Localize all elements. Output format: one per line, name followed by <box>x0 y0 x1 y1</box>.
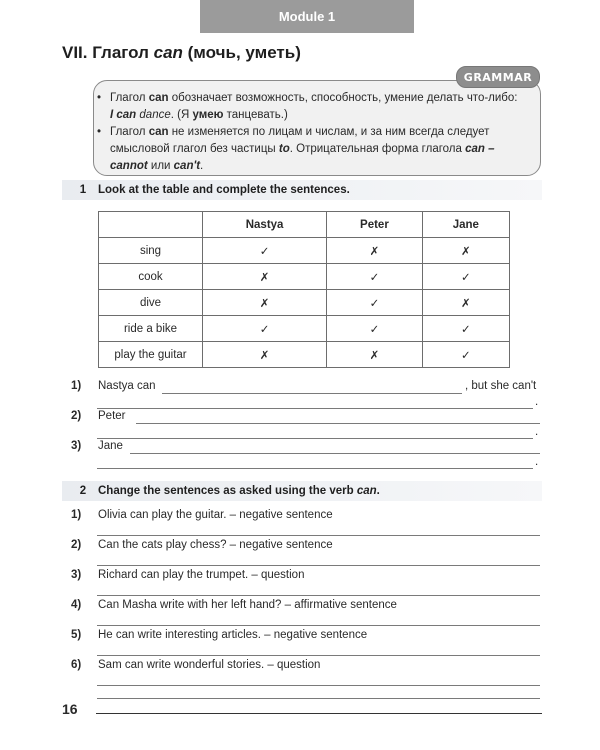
item-text: Sam can write wonderful stories. – question <box>98 659 321 671</box>
exercise-1-header <box>62 180 542 200</box>
table-row <box>99 316 510 342</box>
item-number: 5) <box>71 629 82 641</box>
table-corner-cell <box>99 212 203 238</box>
answer-line[interactable] <box>97 408 533 409</box>
column-header: Nastya <box>203 212 327 238</box>
text: Глагол <box>110 126 149 138</box>
answer-line[interactable] <box>97 685 540 686</box>
item-text: Nastya can <box>98 380 156 392</box>
grammar-rule-2 <box>97 124 520 175</box>
text: can – cannot <box>110 143 495 172</box>
mark-cell: ✗ <box>327 238 423 264</box>
text: dance <box>136 109 171 121</box>
activity-cell: ride a bike <box>99 316 203 342</box>
item-text: Can Masha write with her left hand? – affirmative sentence <box>98 599 397 611</box>
line-period: . <box>535 456 539 468</box>
answer-line[interactable] <box>97 468 533 469</box>
text: . <box>200 160 204 172</box>
text: can <box>148 92 169 104</box>
text: can <box>356 485 377 497</box>
item-text: Peter <box>98 410 126 422</box>
item-number: 1) <box>71 509 82 521</box>
mark-cell: ✗ <box>422 290 509 316</box>
ability-table <box>98 211 510 368</box>
text: to <box>278 143 290 155</box>
text: I <box>110 109 117 121</box>
exercise-2-header <box>62 481 542 501</box>
activity-cell: cook <box>99 264 203 290</box>
text: . Отрицательная форма глагола <box>289 143 466 155</box>
mark-cell: ✓ <box>327 264 423 290</box>
title-suffix: (мочь, уметь) <box>182 43 301 62</box>
mark-cell: ✗ <box>422 238 509 264</box>
title-verb: can <box>153 43 183 62</box>
item-number: 2) <box>71 410 82 422</box>
mark-cell: ✓ <box>327 290 423 316</box>
text: Change the sentences as asked using the verb <box>98 485 357 497</box>
mark-cell: ✗ <box>203 290 327 316</box>
text: . <box>376 485 380 497</box>
exercise-number: 1 <box>79 184 87 196</box>
activity-cell: sing <box>99 238 203 264</box>
mark-cell: ✓ <box>422 264 509 290</box>
text: Глагол <box>110 92 149 104</box>
mark-cell: ✗ <box>203 264 327 290</box>
item-number: 3) <box>71 440 82 452</box>
item-text: Olivia can play the guitar. – negative sentence <box>98 509 333 521</box>
activity-cell: play the guitar <box>99 342 203 368</box>
item-number: 1) <box>71 380 82 392</box>
table-row <box>99 238 510 264</box>
mark-cell: ✓ <box>203 316 327 342</box>
text: обозначает возможность, способность, умение делать что-либо: <box>168 92 518 104</box>
title-prefix: VII. Глагол <box>62 43 154 62</box>
item-text: Jane <box>98 440 123 452</box>
column-header: Jane <box>422 212 509 238</box>
text: can't <box>173 160 201 172</box>
mark-cell: ✗ <box>203 342 327 368</box>
activity-cell: dive <box>99 290 203 316</box>
answer-line[interactable] <box>97 565 540 566</box>
grammar-badge-label: GRAMMAR <box>463 70 533 84</box>
item-number: 4) <box>71 599 82 611</box>
text: танцевать.) <box>223 109 288 121</box>
answer-line[interactable] <box>97 438 533 439</box>
table-header-row <box>99 212 510 238</box>
mark-cell: ✓ <box>203 238 327 264</box>
section-title <box>62 43 301 63</box>
page-number: 16 <box>62 701 78 717</box>
answer-line[interactable] <box>130 453 540 454</box>
answer-line[interactable] <box>97 698 540 699</box>
item-number: 3) <box>71 569 82 581</box>
answer-line[interactable] <box>97 625 540 626</box>
text: can <box>116 109 137 121</box>
line-period: . <box>535 426 539 438</box>
text: . (Я <box>170 109 193 121</box>
item-text: Richard can play the trumpet. – question <box>98 569 305 581</box>
mark-cell: ✓ <box>422 316 509 342</box>
bullet-icon: • <box>97 92 102 104</box>
answer-line[interactable] <box>97 655 540 656</box>
exercise-number: 2 <box>79 485 87 497</box>
bullet-icon: • <box>97 126 102 138</box>
mark-cell: ✗ <box>327 342 423 368</box>
text: can <box>148 126 169 138</box>
exercise-instruction <box>98 485 380 497</box>
text: умею <box>192 109 224 121</box>
grammar-rule-1 <box>97 90 520 124</box>
item-text: Can the cats play chess? – negative sentence <box>98 539 333 551</box>
module-label: Module 1 <box>278 9 336 24</box>
mark-cell: ✓ <box>327 316 423 342</box>
answer-line[interactable] <box>136 423 540 424</box>
line-period: . <box>535 396 539 408</box>
column-header: Peter <box>327 212 423 238</box>
text: или <box>147 160 174 172</box>
answer-line[interactable] <box>97 535 540 536</box>
table-row <box>99 342 510 368</box>
item-number: 2) <box>71 539 82 551</box>
item-tail <box>465 380 536 392</box>
grammar-badge <box>456 66 540 88</box>
answer-line[interactable] <box>162 393 462 394</box>
module-banner <box>200 0 414 33</box>
item-number: 6) <box>71 659 82 671</box>
page-footer-rule <box>96 713 542 714</box>
table-row <box>99 290 510 316</box>
table-row <box>99 264 510 290</box>
item-tail-text: , but she can't <box>465 380 537 392</box>
exercise-instruction: Look at the table and complete the sentences. <box>98 184 350 196</box>
mark-cell: ✓ <box>422 342 509 368</box>
answer-line[interactable] <box>97 595 540 596</box>
item-text: He can write interesting articles. – negative sentence <box>98 629 368 641</box>
text: не изменяется по лицам и числам, и за ним всегда следует смысловой глагол без частицы <box>110 126 490 155</box>
